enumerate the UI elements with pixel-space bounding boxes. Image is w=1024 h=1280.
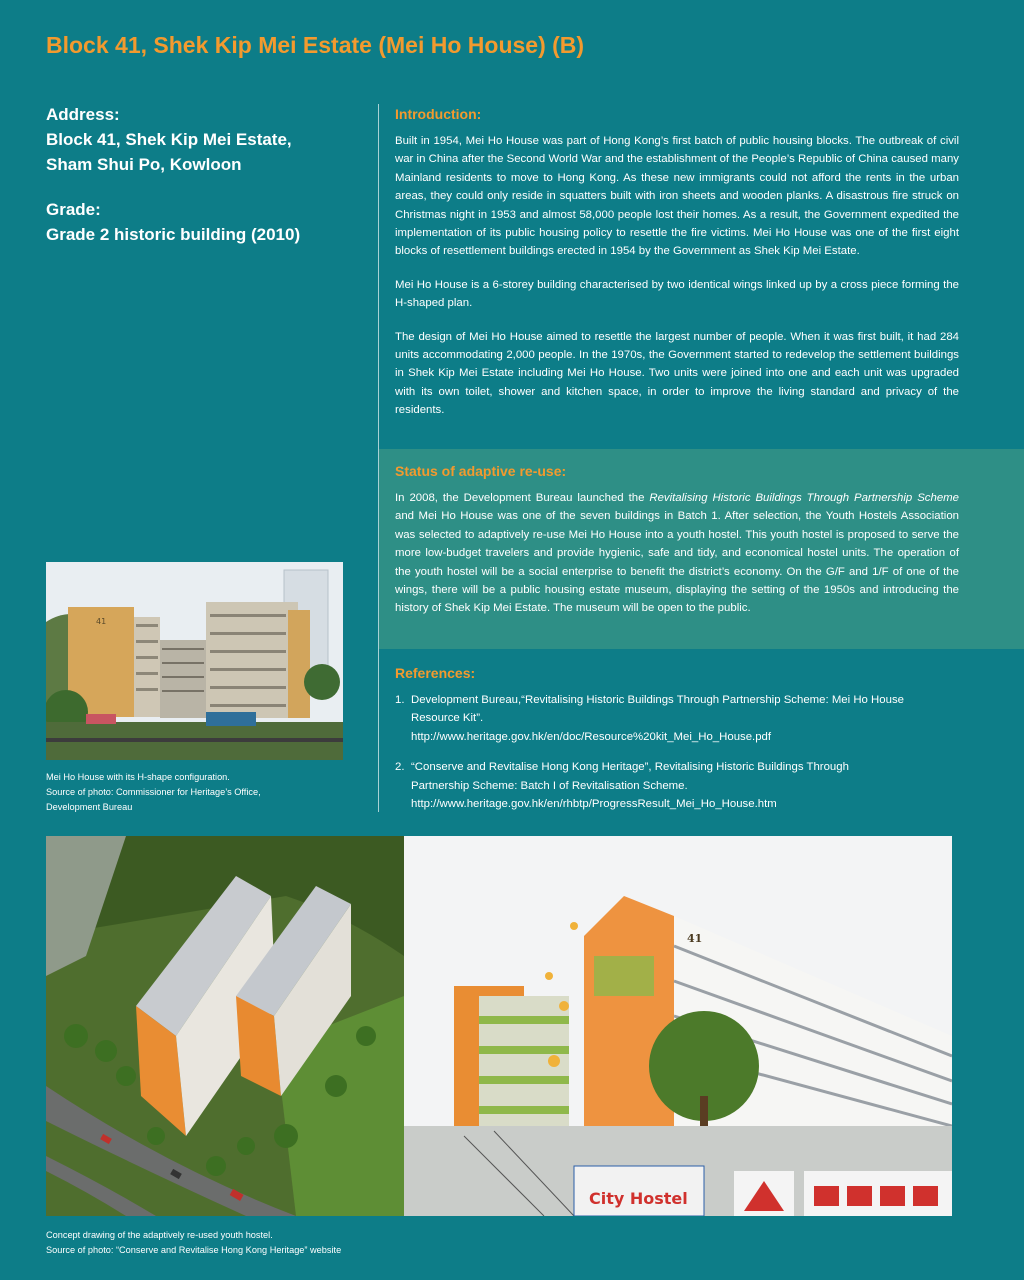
scheme-name: Revitalising Historic Buildings Through Partnership Scheme — [649, 492, 959, 504]
status-text-before: In 2008, the Development Bureau launched the — [395, 492, 650, 504]
introduction-paragraph-2: Mei Ho House is a 6-storey building characterised by two identical wings linked up by a cross piece forming the H-shaped plan. — [395, 278, 959, 310]
concept-drawing-aerial — [46, 836, 404, 1216]
photo-caption — [46, 770, 346, 815]
grade-label: Grade: — [46, 200, 101, 219]
bottom-photo-caption — [46, 1228, 646, 1258]
building-number-sign: 41 — [96, 617, 107, 626]
hostel-banner-text: City Hostel — [589, 1189, 688, 1208]
reference-link[interactable]: http://www.heritage.gov.hk/en/doc/Resource%20kit_Mei_Ho_House.pdf — [411, 730, 772, 743]
reference-line: “Conserve and Revitalise Hong Kong Heritage”, Revitalising Historic Buildings Through — [411, 761, 849, 774]
address-line-1: Block 41, Shek Kip Mei Estate, — [46, 130, 292, 149]
references-section — [395, 665, 959, 825]
introduction-section — [395, 106, 959, 435]
reference-line: Partnership Scheme: Batch I of Revitalisation Scheme. — [411, 779, 688, 792]
caption-line: Source of photo: “Conserve and Revitalise Hong Kong Heritage” website — [46, 1245, 342, 1255]
reference-item — [395, 758, 959, 813]
reference-link[interactable]: http://www.heritage.gov.hk/en/rhbtp/ProgressResult_Mei_Ho_House.htm — [411, 798, 777, 811]
status-section — [395, 463, 959, 633]
introduction-heading: Introduction: — [395, 106, 482, 122]
concept-drawing-street — [404, 836, 952, 1216]
reference-number: 2. — [395, 761, 405, 774]
status-text-after: and Mei Ho House was one of the seven buildings in Batch 1. After selection, the Youth Hostels Association was selected to adaptively re-use Mei Ho House into a youth hostel. This youth hostel is proposed to serve the more low-budget travelers and provide hygienic, safe and tidy, and economical hostel units. The operation of the youth hostel will be a social enterprise to benefit the district’s economy. On the G/F and 1/F of one of the wings, there will be a public housing estate museum, displaying the setting of the 1950s and introducing the history of Shek Kip Mei Estate. The museum will be open to the public. — [395, 510, 959, 615]
caption-line: Development Bureau — [46, 802, 133, 812]
building-info — [46, 102, 366, 247]
mei-ho-house-photo — [46, 562, 343, 760]
reference-item — [395, 691, 959, 746]
address-label: Address: — [46, 105, 120, 124]
caption-line: Mei Ho House with its H-shape configuration. — [46, 772, 230, 782]
status-paragraph — [395, 489, 959, 618]
status-heading: Status of adaptive re-use: — [395, 463, 567, 479]
caption-line: Source of photo: Commissioner for Heritage’s Office, — [46, 787, 261, 797]
grade-value: Grade 2 historic building (2010) — [46, 225, 301, 244]
page-title: Block 41, Shek Kip Mei Estate (Mei Ho House) (B) — [46, 32, 585, 58]
address-line-2: Sham Shui Po, Kowloon — [46, 155, 242, 174]
introduction-paragraph-3: The design of Mei Ho House aimed to resettle the largest number of people. When it was first built, it had 284 units accommodating 2,000 people. In the 1970s, the Government started to redevelop the settlement buildings in Shek Kip Mei Estate including Mei Ho House. Two units were joined into one and each unit was upgraded with its own toilet, shower and kitchen space, in order to improve the living standard and privacy of the residents. — [395, 330, 959, 417]
reference-line: Development Bureau,“Revitalising Historic Buildings Through Partnership Scheme: Mei Ho House — [411, 694, 904, 706]
building-number-sign: 41 — [687, 932, 703, 945]
introduction-paragraph-1: Built in 1954, Mei Ho House was part of Hong Kong’s first batch of public housing blocks. The outbreak of civil war in China after the Second World War and the establishment of the People’s Republic of China caused many Mainland residents to move to Hong Kong. As these new immigrants could not afford the rents in the urban areas, they could only reside in squatters built with iron sheets and wooden planks. A disastrous fire struck on Christmas night in 1953 and almost 58,000 people lost their homes. As a result, the Government expedited the implementation of its public housing policy to resettle the fire victims. Mei Ho House was one of the first eight blocks of resettlement buildings erected in 1954 by the Government as Shek Kip Mei Estate. — [395, 135, 959, 258]
reference-number: 1. — [395, 694, 405, 706]
reference-line: Resource Kit”. — [411, 712, 484, 725]
caption-line: Concept drawing of the adaptively re-used youth hostel. — [46, 1230, 273, 1240]
references-heading: References: — [395, 665, 476, 681]
